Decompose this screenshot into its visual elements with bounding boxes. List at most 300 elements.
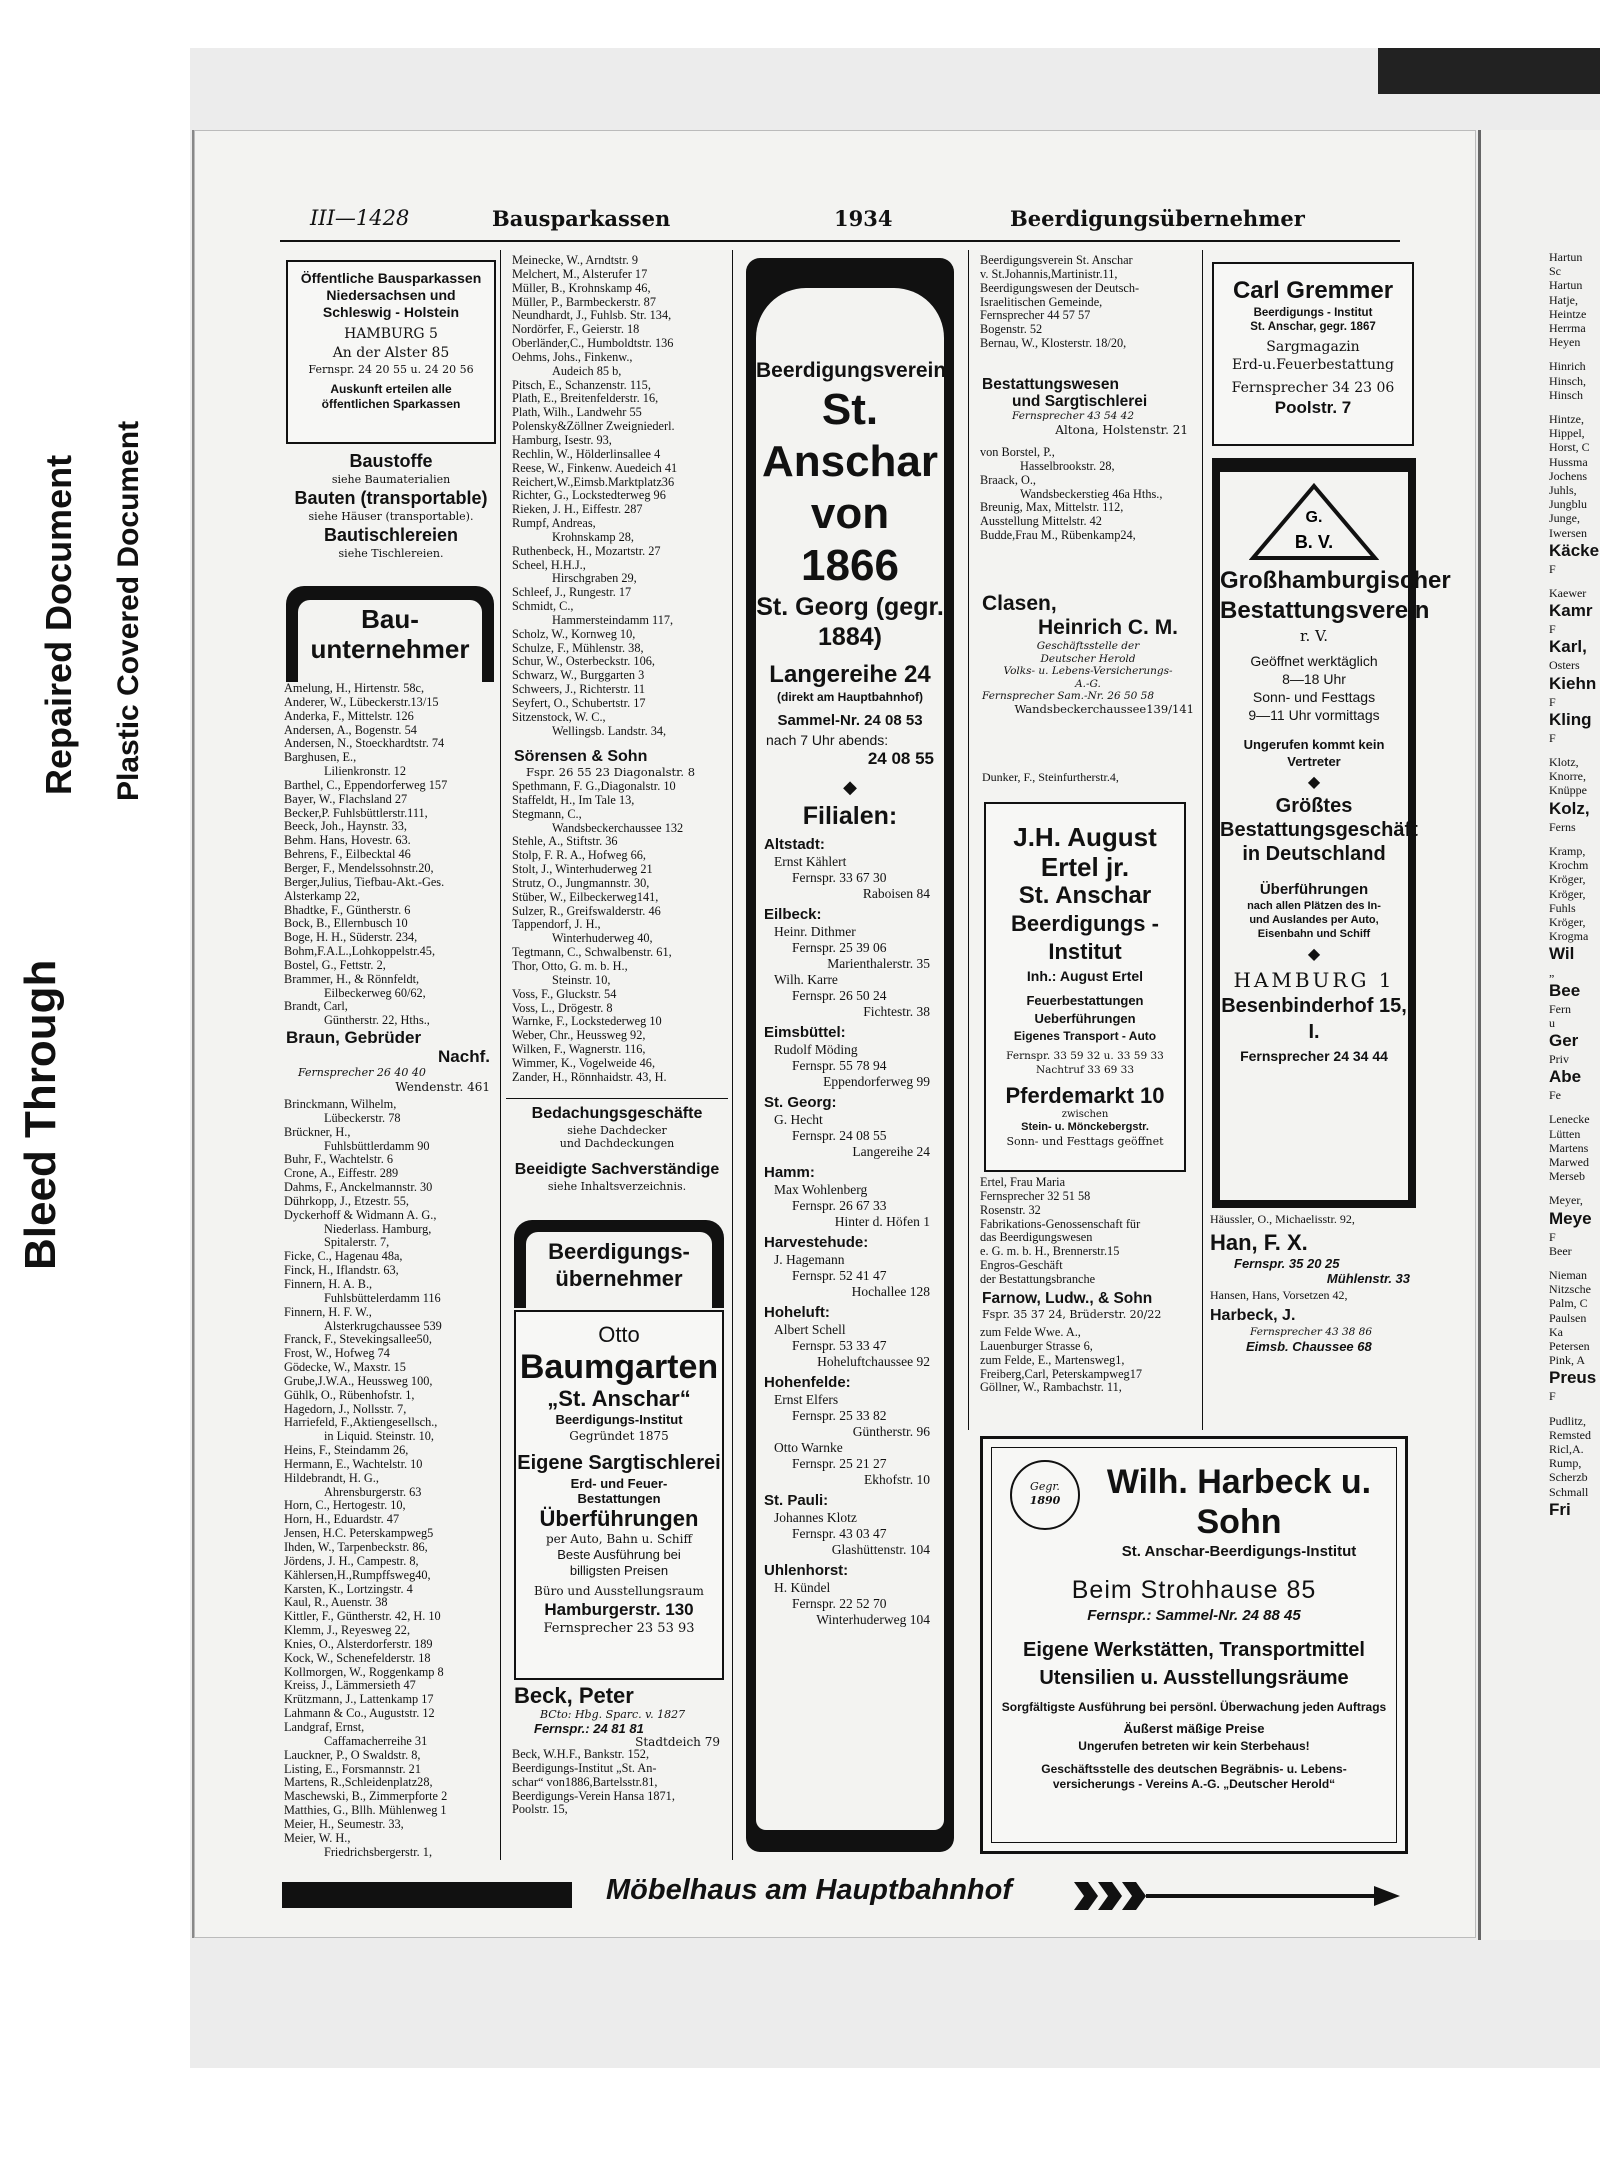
next-page-fragment: Iwersen [1549, 525, 1587, 540]
sorensen-entry: Sörensen & Sohn Fspr. 26 55 23 Diagonalstr. 8 [514, 748, 696, 779]
list-item: Heins, F., Steindamm 26, [284, 1444, 409, 1458]
list-item: von Borstel, P., [980, 446, 1055, 459]
branch-name: Hoheluft: [764, 1304, 830, 1321]
branch-line: Wilh. Karre [774, 972, 838, 987]
col1-entries [284, 682, 496, 1028]
scan-corner [1378, 48, 1600, 94]
list-item: Winterhuderweg 40, [552, 932, 653, 946]
next-page-fragment: Abe [1549, 1067, 1582, 1087]
list-item: Plath, Wilh., Landwehr 55 [512, 406, 642, 420]
list-item: Krohnskamp 28, [552, 530, 634, 544]
repaired-document-label: Repaired Document [38, 454, 79, 795]
next-page-fragment: Heintze [1549, 306, 1587, 321]
list-item: Schleef, J., Rungestr. 17 [512, 586, 632, 600]
list-item: Fernsprecher 32 51 58 [980, 1189, 1091, 1203]
header-right: Beerdigungsübernehmer [1010, 206, 1305, 231]
branch-line: Winterhuderweg 104 [816, 1612, 930, 1627]
list-item: Hermann, E., Wachtelstr. 10 [284, 1457, 423, 1471]
list-item: Nordörfer, F., Geierstr. 18 [512, 323, 640, 337]
list-item: Brückner, H., [284, 1125, 351, 1139]
list-item: Bostel, G., Fettstr. 2, [284, 958, 386, 972]
list-item: zum Felde, E., Martensweg1, [980, 1353, 1125, 1367]
next-page-fragment: Remsted [1549, 1427, 1591, 1442]
next-page-fragment: Osters [1549, 658, 1580, 673]
list-item: Steinstr. 10, [552, 973, 611, 987]
next-page-fragment: Ferns [1549, 819, 1576, 834]
next-page-fragment: Hartun [1549, 250, 1583, 264]
list-item: Bayer, W., Flachsland 27 [284, 792, 408, 806]
beerdigungs-banner: Beerdigungs- übernehmer [514, 1220, 724, 1308]
list-item: Lübeckerstr. 78 [324, 1111, 401, 1125]
list-item: das Beerdigungswesen [980, 1231, 1093, 1245]
gbv-letters-bv: B. V. [1294, 532, 1334, 552]
box-title: Öffentliche Bausparkassen Niedersachsen und Schleswig - Holstein [300, 270, 482, 320]
footer-arrow-icon [1074, 1876, 1404, 1916]
clasen-entry: Clasen, Heinrich C. M. Geschäftsstelle der Deutscher Herold Volks- u. Lebens-Versicherungs- A.-G. Fernsprecher Sam.-Nr. 26 50 58 Wandsbeckerchaussee139/141 [982, 592, 1194, 716]
gegr-seal: Gegr. 1890 [1010, 1460, 1080, 1530]
dunker-entry: Dunker, F., Steinfurtherstr.4, [982, 770, 1119, 784]
next-page-fragment: Fuhls [1549, 900, 1576, 915]
branch-line: Raboisen 84 [862, 886, 930, 901]
branch-line: Fernspr. 25 21 27 [792, 1456, 887, 1471]
list-item: Ahrensburgerstr. 63 [324, 1485, 422, 1499]
column-divider [968, 250, 969, 1430]
next-page-fragment: Fri [1549, 1499, 1571, 1519]
column-divider [500, 250, 501, 1860]
branch-line: Fernspr. 25 39 06 [792, 940, 887, 955]
list-item: Lauckner, P., O Swaldstr. 8, [284, 1748, 421, 1762]
next-page-fragment: Herrma [1549, 321, 1586, 336]
branch-line: Heinr. Dithmer [774, 924, 856, 939]
list-item: Gödecke, W., Maxstr. 15 [284, 1361, 406, 1375]
next-page-fragment: Horst, C [1549, 440, 1590, 455]
list-item: Stolp, F. R. A., Hofweg 66, [512, 849, 646, 863]
list-item: Kollmorgen, W., Roggenkamp 8 [284, 1665, 444, 1679]
list-item: Klemm, J., Reyesweg 22, [284, 1624, 411, 1638]
branch-line: Fernspr. 52 41 47 [792, 1268, 887, 1283]
column-divider [1202, 250, 1203, 1430]
box-note: Auskunft erteilen alle öffentlichen Sparkassen [321, 382, 461, 411]
list-item: Engros-Geschäft [980, 1259, 1063, 1273]
list-item: Lilienkronstr. 12 [324, 765, 406, 779]
list-item: Melchert, M., Alsterufer 17 [512, 267, 648, 281]
list-item: Dührkopp, J., Etzestr. 55, [284, 1194, 410, 1208]
list-item: Behm. Hans, Hovestr. 63. [284, 834, 411, 848]
list-item: Wimmer, K., Vogelweide 46, [512, 1056, 656, 1070]
footer-black-bar [282, 1882, 572, 1908]
list-item: Grube,J.W.A., Heussweg 100, [284, 1374, 433, 1388]
page-number: III—1428 [310, 206, 410, 230]
list-item: Kock, W., Schenefelderstr. 18 [284, 1651, 431, 1665]
branch-line: Hochallee 128 [851, 1284, 930, 1299]
list-item: Brandt, Carl, [284, 1000, 348, 1014]
next-page-fragment: u [1549, 1015, 1555, 1030]
branch-name: Eilbeck: [764, 906, 822, 923]
list-item: Schwarz, W., Burggarten 3 [512, 669, 645, 683]
bauunternehmer-banner: Bau- unternehmer [286, 586, 494, 682]
list-item: Müller, B., Krohnskamp 46, [512, 281, 651, 295]
next-page-fragment: Kröger, [1549, 872, 1586, 887]
branch-line: Ernst Kählert [774, 854, 847, 869]
next-page-fragment: Knüppe [1549, 783, 1587, 798]
col4-entries-2 [980, 446, 1194, 543]
branch-name: Altstadt: [764, 836, 825, 853]
beck-peter: Beck, Peter BCto: Hbg. Sparc. v. 1827 Fernspr.: 24 81 81 Stadtdeich 79 [514, 1683, 720, 1749]
list-item: Jördens, J. H., Campestr. 8, [284, 1554, 419, 1568]
harbeck-j-entry: Harbeck, J. Fernsprecher 43 38 86 Eimsb. Chaussee 68 [1210, 1307, 1373, 1354]
list-item: v. St.Johannis,Martinistr.11, [980, 267, 1118, 281]
list-item: Horn, H., Eduardstr. 47 [284, 1513, 400, 1527]
branch-line: Johannes Klotz [774, 1510, 857, 1525]
next-page-fragment: Hintze, [1549, 412, 1584, 427]
next-page-fragment: Krochm [1549, 858, 1589, 873]
list-item: Ausstellung Mittelstr. 42 [980, 515, 1102, 529]
bausparkassen-box [286, 260, 496, 444]
branches-list [756, 835, 944, 1628]
branch-line: Hinter d. Höfen 1 [834, 1214, 930, 1229]
list-item: Tappendorf, J. H., [512, 918, 601, 932]
branch-line: Fernspr. 26 50 24 [792, 988, 887, 1003]
list-item: Pitsch, E., Schanzenstr. 115, [512, 378, 651, 392]
next-page-fragment: Kaewer [1549, 586, 1587, 601]
gbv-triangle-icon [1249, 482, 1379, 562]
list-item: Fabrikations-Genossenschaft für [980, 1217, 1141, 1231]
next-page-fragment: F [1549, 1389, 1556, 1404]
branch-name: Hohenfelde: [764, 1374, 851, 1391]
list-item: Jensen, H.C. Peterskampweg5 [284, 1527, 434, 1541]
list-item: Crone, A., Eiffestr. 289 [284, 1167, 399, 1181]
list-item: Andersen, N., Stoeckhardtstr. 74 [284, 737, 445, 751]
branch-line: Otto Warnke [774, 1440, 843, 1455]
next-page-fragment: F [1549, 561, 1556, 576]
otto-baumgarten-ad: Otto Baumgarten „St. Anschar“ Beerdigungs-Institut Gegründet 1875 Eigene Sargtischlerei Erd- und Feuer- Bestattungen Überführungen per Auto, Bahn u. Schiff Beste Ausführung bei billigsten Preisen Büro und Ausstellungsraum Hamburgerstr. 130 Fernsprecher 23 53 93 [514, 1310, 724, 1680]
list-item: Bogenstr. 52 [980, 323, 1043, 337]
branch-line: Fernspr. 26 67 33 [792, 1198, 887, 1213]
next-page-fragment: Merseb [1549, 1169, 1585, 1184]
list-item: zum Felde Wwe. A., [980, 1326, 1081, 1339]
wilh-harbeck-ad: Gegr. 1890 Wilh. Harbeck u. Sohn St. Anschar-Beerdigungs-Institut Beim Strohhause 85 Fernspr.: Sammel-Nr. 24 88 45 Eigene Werkstätten, Transportmittel Utensilien u. Ausstellungsräume Sorgfältigste Ausführung bei persönl. Überwachung jeden Auftrags Äußerst mäßige Preise Ungerufen betreten wir kein Sterbehaus! Geschäftsstelle des deutschen Begräbnis- u. Lebens- versicherungs - Vereins A.-G. „Deutscher Herold“ [980, 1436, 1408, 1854]
next-page-fragment: „ [1549, 965, 1555, 980]
list-item: Fuhlsbüttlerdamm 90 [324, 1139, 430, 1153]
bleed-through-label: Bleed Through [16, 959, 65, 1270]
next-page-fragment: Junge, [1549, 511, 1580, 526]
list-item: Schmidt, C., [512, 600, 574, 614]
next-page-fragment: Käcke [1549, 540, 1600, 560]
next-page-fragment: Meye [1549, 1208, 1592, 1228]
list-item: Lauenburger Strasse 6, [980, 1339, 1093, 1353]
next-page-fragment: Kramp, [1549, 843, 1586, 858]
list-item: der Bestattungsbranche [980, 1272, 1096, 1286]
list-item: Wilken, F., Wagnerstr. 116, [512, 1043, 646, 1057]
next-page-text [1549, 250, 1600, 1521]
branch-line: Fichtestr. 38 [863, 1004, 930, 1019]
list-item: Gühlk, O., Rübenhofstr. 1, [284, 1388, 415, 1402]
list-item: Meinecke, W., Arndtstr. 9 [512, 254, 639, 267]
next-page-fragment: Petersen [1549, 1338, 1590, 1353]
col4-entries-4 [980, 1326, 1194, 1395]
list-item: Boge, H. H., Süderstr. 234, [284, 931, 418, 945]
branch-line: J. Hagemann [774, 1252, 845, 1267]
list-item: Warnke, F., Lockstederweg 10 [512, 1015, 662, 1029]
next-page-fragment: Krogma [1549, 929, 1589, 944]
next-page-fragment: Lenecke [1549, 1112, 1590, 1127]
list-item: Seyfert, O., Schubertstr. 17 [512, 697, 646, 710]
list-item: Stüber, W., Eilbeckerweg141, [512, 890, 659, 904]
gbv-frame [1212, 458, 1451, 1208]
next-page-fragment: Martens [1549, 1140, 1589, 1155]
list-item: Knies, O., Alsterdorferstr. 189 [284, 1637, 433, 1651]
list-item: Karsten, K., Lortzingstr. 4 [284, 1582, 413, 1596]
list-item: Stolt, J., Winterhuderweg 21 [512, 863, 653, 877]
branch-line: Hoheluftchaussee 92 [817, 1354, 930, 1369]
branch-line: G. Hecht [774, 1112, 823, 1127]
list-item: Voss, F., Gluckstr. 54 [512, 987, 617, 1001]
list-item: Hasselbrookstr. 28, [1020, 459, 1115, 473]
list-item: Reese, W., Finkenw. Auedeich 41 [512, 461, 678, 475]
box-phone: Fernspr. 24 20 55 u. 24 20 56 [308, 363, 474, 376]
list-item: Thor, Otto, G. m. b. H., [512, 959, 628, 973]
list-item: Frost, W., Hofweg 74 [284, 1347, 390, 1361]
list-item: Barghusen, E., [284, 751, 357, 765]
xref-bedachung: Bedachungsgeschäfte siehe Dachdecker und Dachdeckungen Beeidigte Sachverständige siehe Inhaltsverzeichnis. [514, 1105, 720, 1193]
branch-line: Eppendorferweg 99 [823, 1074, 930, 1089]
branch-line: Rudolf Möding [774, 1042, 858, 1057]
hansen-entry: Hansen, Hans, Vorsetzen 42, [1210, 1288, 1348, 1302]
list-item: Hildebrandt, H. G., [284, 1471, 379, 1485]
list-item: Stehle, A., Stiftstr. 36 [512, 835, 618, 849]
branch-line: Ernst Elfers [774, 1392, 839, 1407]
list-item: Sitzenstock, W. C., [512, 710, 606, 724]
next-page-fragment: Ger [1549, 1030, 1579, 1050]
list-item: Meier, W. H., [284, 1831, 351, 1845]
list-item: Anderer, W., Lübeckerstr.13/15 [284, 695, 439, 709]
list-item: Zander, H., Rönnhaidstr. 43, H. [512, 1070, 667, 1084]
list-item: Wellingsb. Landstr. 34, [552, 724, 667, 738]
next-page-fragment: Klotz, [1549, 755, 1579, 770]
next-page-fragment: Hinsch [1549, 387, 1583, 402]
gbv-letter-g: G. [1305, 509, 1323, 526]
list-item: Israelitischen Gemeinde, [980, 295, 1103, 309]
branch-line: Max Wohlenberg [774, 1182, 868, 1197]
farnow-entry: Farnow, Ludw., & Sohn Fspr. 35 37 24, Brüderstr. 20/22 [982, 1290, 1162, 1321]
branch-line: Ekhofstr. 10 [864, 1472, 930, 1487]
list-item: Andersen, A., Bogenstr. 54 [284, 723, 417, 737]
next-page-fragment: Kröger, [1549, 886, 1586, 901]
list-item: Beerdigungs-Institut „St. An- [512, 1761, 657, 1775]
list-item: Brammer, H., & Rönnfeldt, [284, 972, 420, 986]
list-item: Sulzer, R., Greifswalderstr. 46 [512, 904, 661, 918]
next-page-fragment: Nitzsche [1549, 1282, 1591, 1297]
list-item: Finck, H., Iflandstr. 63, [284, 1264, 399, 1278]
branch-line: Fernspr. 53 33 47 [792, 1338, 887, 1353]
footer-text: Möbelhaus am Hauptbahnhof [606, 1874, 1012, 1906]
list-item: Alsterkamp 22, [284, 889, 360, 903]
list-item: Brinckmann, Wilhelm, [284, 1098, 397, 1111]
branch-line: Fernspr. 22 52 70 [792, 1596, 887, 1611]
next-page-fragment: Marwed [1549, 1154, 1589, 1169]
next-page-fragment: F [1549, 622, 1556, 637]
next-page-fragment: Lütten [1549, 1126, 1581, 1141]
list-item: Berger, F., Mendelssohnstr.20, [284, 861, 434, 875]
list-item: Oberländer,C., Humboldtstr. 136 [512, 337, 674, 351]
list-item: Tegtmann, C., Schwalbenstr. 61, [512, 946, 672, 960]
next-page-fragment: Wil [1549, 944, 1575, 964]
xref-bau: Baustoffe siehe Baumaterialien Bauten (transportable) siehe Häuser (transportable). Bautischlereien siehe Tischlereien. [294, 451, 488, 560]
list-item: Schur, W., Osterbeckstr. 106, [512, 655, 655, 669]
next-page-fragment: Meyer, [1549, 1193, 1583, 1208]
list-item: Weber, Chr., Heussweg 92, [512, 1029, 646, 1043]
branch-line: Albert Schell [774, 1322, 846, 1337]
list-item: Bernau, W., Klosterstr. 18/20, [980, 337, 1127, 351]
list-item: Krützmann, J., Lattenkamp 17 [284, 1693, 434, 1707]
list-item: Caffamacherreihe 31 [324, 1734, 428, 1748]
next-page-fragment: Hatje, [1549, 292, 1578, 307]
st-anschar-ad: Beerdigungsverein St. Anschar von 1866 St. Georg (gegr. 1884) Langereihe 24 (direkt am Hauptbahnhof) Sammel-Nr. 24 08 53 nach 7 Uhr abends: 24 08 55 ◆ Filialen: Altstadt: Ernst Kählert Fernspr. 33 67 30 Raboisen 84 Eilbeck: Heinr. Dithmer Fernspr. 25 39 06 Marienthalerstr. 35 Wilh. Karre Fernspr. 26 50 24 Fichtestr. 38 Eimsbüttel: Rudolf Möding Fernspr. 55 78 94 Eppendorferweg 99 St. Georg: G. Hecht Fernspr. 24 08 55 Langereihe 24 Hamm: Max Wohlenberg Fernspr. 26 67 33 Hinter d. Höfen 1 Harvestehude: J. Hagemann Fernspr. 52 41 47 Hochallee 128 Hoheluft: Albert Schell Fernspr. 53 33 47 Hoheluftchaussee 92 Hohenfelde: Ernst Elfers Fernspr. 25 33 82 Güntherstr. 96 Otto Warnke Fernspr. 25 21 27 Ekhofstr. 10 St. Pauli: Johannes Klotz Fernspr. 43 03 47 Glashüttenstr. 104 Uhlenhorst: H. Kündel Fernspr. 22 52 70 Winterhuderweg 104 [756, 288, 944, 1830]
han-entry: Han, F. X. Fernspr. 35 20 25 Mühlenstr. 33 [1210, 1230, 1410, 1286]
list-item: Reichert,W.,Eimsb.Marktplatz36 [512, 475, 675, 489]
header-left: Bausparkassen [492, 206, 671, 231]
branch-name: Hamm: [764, 1164, 815, 1181]
list-item: Beerdigungswesen der Deutsch- [980, 281, 1140, 295]
list-item: Kählersen,H.,Rumpffsweg40, [284, 1568, 431, 1582]
next-page-fragment: Karl, [1549, 637, 1587, 657]
next-page-fragment: Knorre, [1549, 769, 1586, 784]
list-item: Ruthenbeck, H., Mozartstr. 27 [512, 544, 661, 558]
list-item: Breunig, Max, Mittelstr. 112, [980, 501, 1124, 515]
plastic-covered-label: Plastic Covered Document [112, 420, 145, 801]
next-page-fragment: Scherzb [1549, 1470, 1588, 1485]
list-item: Ertel, Frau Maria [980, 1176, 1066, 1189]
next-page-fragment: Heyen [1549, 335, 1581, 350]
branch-line: Fernspr. 55 78 94 [792, 1058, 887, 1073]
list-item: Kreiss, J., Lämmersieth 47 [284, 1679, 416, 1693]
list-item: Bock, B., Ellernbusch 10 [284, 917, 408, 931]
list-item: Poolstr. 15, [512, 1803, 568, 1817]
next-page-fragment: F [1549, 730, 1556, 745]
col2-entries-3 [512, 1748, 724, 1817]
list-item: Spethmann, F. G.,Diagonalstr. 10 [512, 780, 676, 793]
next-page-fragment: Hinsch, [1549, 373, 1586, 388]
list-item: Hagedorn, J., Nollsstr. 7, [284, 1402, 407, 1416]
next-page-fragment: Jungblu [1549, 497, 1588, 512]
next-page-fragment: F [1549, 1229, 1556, 1244]
list-item: Landgraf, Ernst, [284, 1720, 365, 1734]
branch-line: Marienthalerstr. 35 [827, 956, 930, 971]
next-page-fragment: Schmall [1549, 1484, 1589, 1499]
list-item: Strutz, O., Jungmannstr. 30, [512, 876, 650, 890]
list-item: Dahms, F., Anckelmannstr. 30 [284, 1181, 433, 1195]
header-year: 1934 [834, 206, 893, 231]
next-page-fragment: Palm, C [1549, 1296, 1588, 1311]
list-item: Beerdigungs-Verein Hansa 1871, [512, 1789, 675, 1803]
list-item: Lahmann & Co., Auguststr. 12 [284, 1707, 435, 1721]
next-page-fragment: Hussma [1549, 454, 1588, 469]
next-page-fragment: Ricl,A. [1549, 1441, 1584, 1456]
list-item: Müller, P., Barmbeckerstr. 87 [512, 295, 656, 309]
list-item: Rumpf, Andreas, [512, 517, 596, 531]
st-anschar-frame [746, 258, 954, 1852]
list-item: Niederlass. Hamburg, [324, 1222, 432, 1236]
list-item: Amelung, H., Hirtenstr. 58c, [284, 682, 425, 695]
branch-line: Langereihe 24 [852, 1144, 930, 1159]
branch-line: Fernspr. 43 03 47 [792, 1526, 887, 1541]
list-item: Meier, H., Seumestr. 33, [284, 1817, 404, 1831]
list-item: Budde,Frau M., Rübenkamp24, [980, 529, 1136, 543]
ertel-ad: J.H. August Ertel jr. St. Anschar Beerdigungs - Institut Inh.: August Ertel Feuerbestattungen Ueberführungen Eigenes Transport - Auto Fernspr. 33 59 32 u. 33 59 33 Nachtruf 33 69 33 Pferdemarkt 10 zwischen Stein- u. Mönckebergstr. Sonn- und Festtags geöffnet [984, 802, 1186, 1172]
list-item: Beck, W.H.F., Bankstr. 152, [512, 1748, 650, 1761]
list-item: Ihden, W., Tarpenbeckstr. 86, [284, 1541, 428, 1554]
list-item: Freiberg,Carl, Peterskampweg17 [980, 1367, 1142, 1381]
list-item: Harriefeld, F.,Aktiengesellsch., [284, 1416, 438, 1430]
next-page-fragment: Pudlitz, [1549, 1413, 1587, 1428]
list-item: Horn, C., Hertogestr. 10, [284, 1499, 406, 1513]
next-page-fragment: Kling [1549, 709, 1592, 729]
label-sidebar [0, 48, 190, 2068]
col2-entries [512, 254, 724, 739]
col4-entries [980, 254, 1194, 351]
next-page-fragment: Fe [1549, 1088, 1561, 1103]
list-item: Audeich 85 b, [552, 364, 622, 378]
list-item: Schulze, F., Mühlenstr. 38, [512, 641, 644, 655]
next-page-fragment: Paulsen [1549, 1310, 1587, 1325]
next-page-fragment: Hippel, [1549, 426, 1585, 441]
next-page-fragment: Kamr [1549, 601, 1593, 621]
list-item: Listing, E., Forsmannstr. 21 [284, 1762, 421, 1776]
branch-line: Fernspr. 24 08 55 [792, 1128, 887, 1143]
list-item: Schweers, J., Richterstr. 11 [512, 683, 646, 697]
list-item: Behrens, F., Eilbecktal 46 [284, 848, 411, 862]
branch-name: Harvestehude: [764, 1234, 869, 1251]
branch-name: Eimsbüttel: [764, 1024, 846, 1041]
list-item: Wandsbeckerstieg 46a Hths., [1020, 487, 1163, 501]
branch-line: Güntherstr. 96 [852, 1424, 930, 1439]
list-item: Oehms, Johs., Finkenw., [512, 350, 633, 364]
list-item: Matthies, G., Bllh. Mühlenweg 1 [284, 1804, 447, 1818]
list-item: Fernsprecher 44 57 57 [980, 309, 1091, 323]
list-item: Staffeldt, H., Im Tale 13, [512, 793, 635, 807]
header-rule [280, 240, 1400, 242]
list-item: Friedrichsbergerstr. 1, [324, 1845, 433, 1859]
list-item: Beeck, Joh., Haynstr. 33, [284, 820, 407, 834]
list-item: Hamburg, Isestr. 93, [512, 433, 612, 447]
list-item: Polensky&Zöllner Zweigniederl. [512, 420, 675, 434]
list-item: Finnern, H. A. B., [284, 1277, 373, 1291]
rule [506, 1098, 728, 1099]
col1-entries-2 [284, 1098, 496, 1859]
list-item: Kaul, R., Auenstr. 38 [284, 1596, 388, 1610]
next-page-fragment: Kolz, [1549, 798, 1590, 818]
branch-line: Fernspr. 33 67 30 [792, 870, 887, 885]
gremmer-ad: Carl Gremmer Beerdigungs - Institut St. Anschar, gegr. 1867 Sargmagazin Erd-u.Feuerbestattung Fernsprecher 34 23 06 Poolstr. 7 [1212, 262, 1414, 446]
branch-line: H. Kündel [774, 1580, 831, 1595]
list-item: Rieken, J. H., Eiffestr. 287 [512, 503, 643, 517]
list-item: Wandsbeckerchaussee 132 [552, 821, 684, 835]
list-item: Barthel, C., Eppendorferweg 157 [284, 778, 448, 792]
next-page-strip [1478, 130, 1600, 1940]
next-page-fragment: Bee [1549, 980, 1581, 1000]
branch-line: Fernspr. 25 33 82 [792, 1408, 887, 1423]
box-city: HAMBURG 5 [344, 326, 438, 342]
list-item: in Liquid. Steinstr. 10, [324, 1430, 434, 1444]
next-page-fragment: Rump, [1549, 1456, 1582, 1471]
list-item: Scheel, H.H.J., [512, 558, 586, 572]
list-item: Richter, G., Lockstedterweg 96 [512, 489, 666, 503]
list-item: Bohm,F.A.L.,Lohkoppelstr.45, [284, 945, 436, 959]
list-item: Martens, R.,Schleidenplatz28, [284, 1776, 433, 1790]
list-item: Göllner, W., Rambachstr. 11, [980, 1381, 1122, 1395]
next-page-fragment: Hinrich [1549, 359, 1586, 374]
box-address: An der Alster 85 [332, 345, 450, 361]
